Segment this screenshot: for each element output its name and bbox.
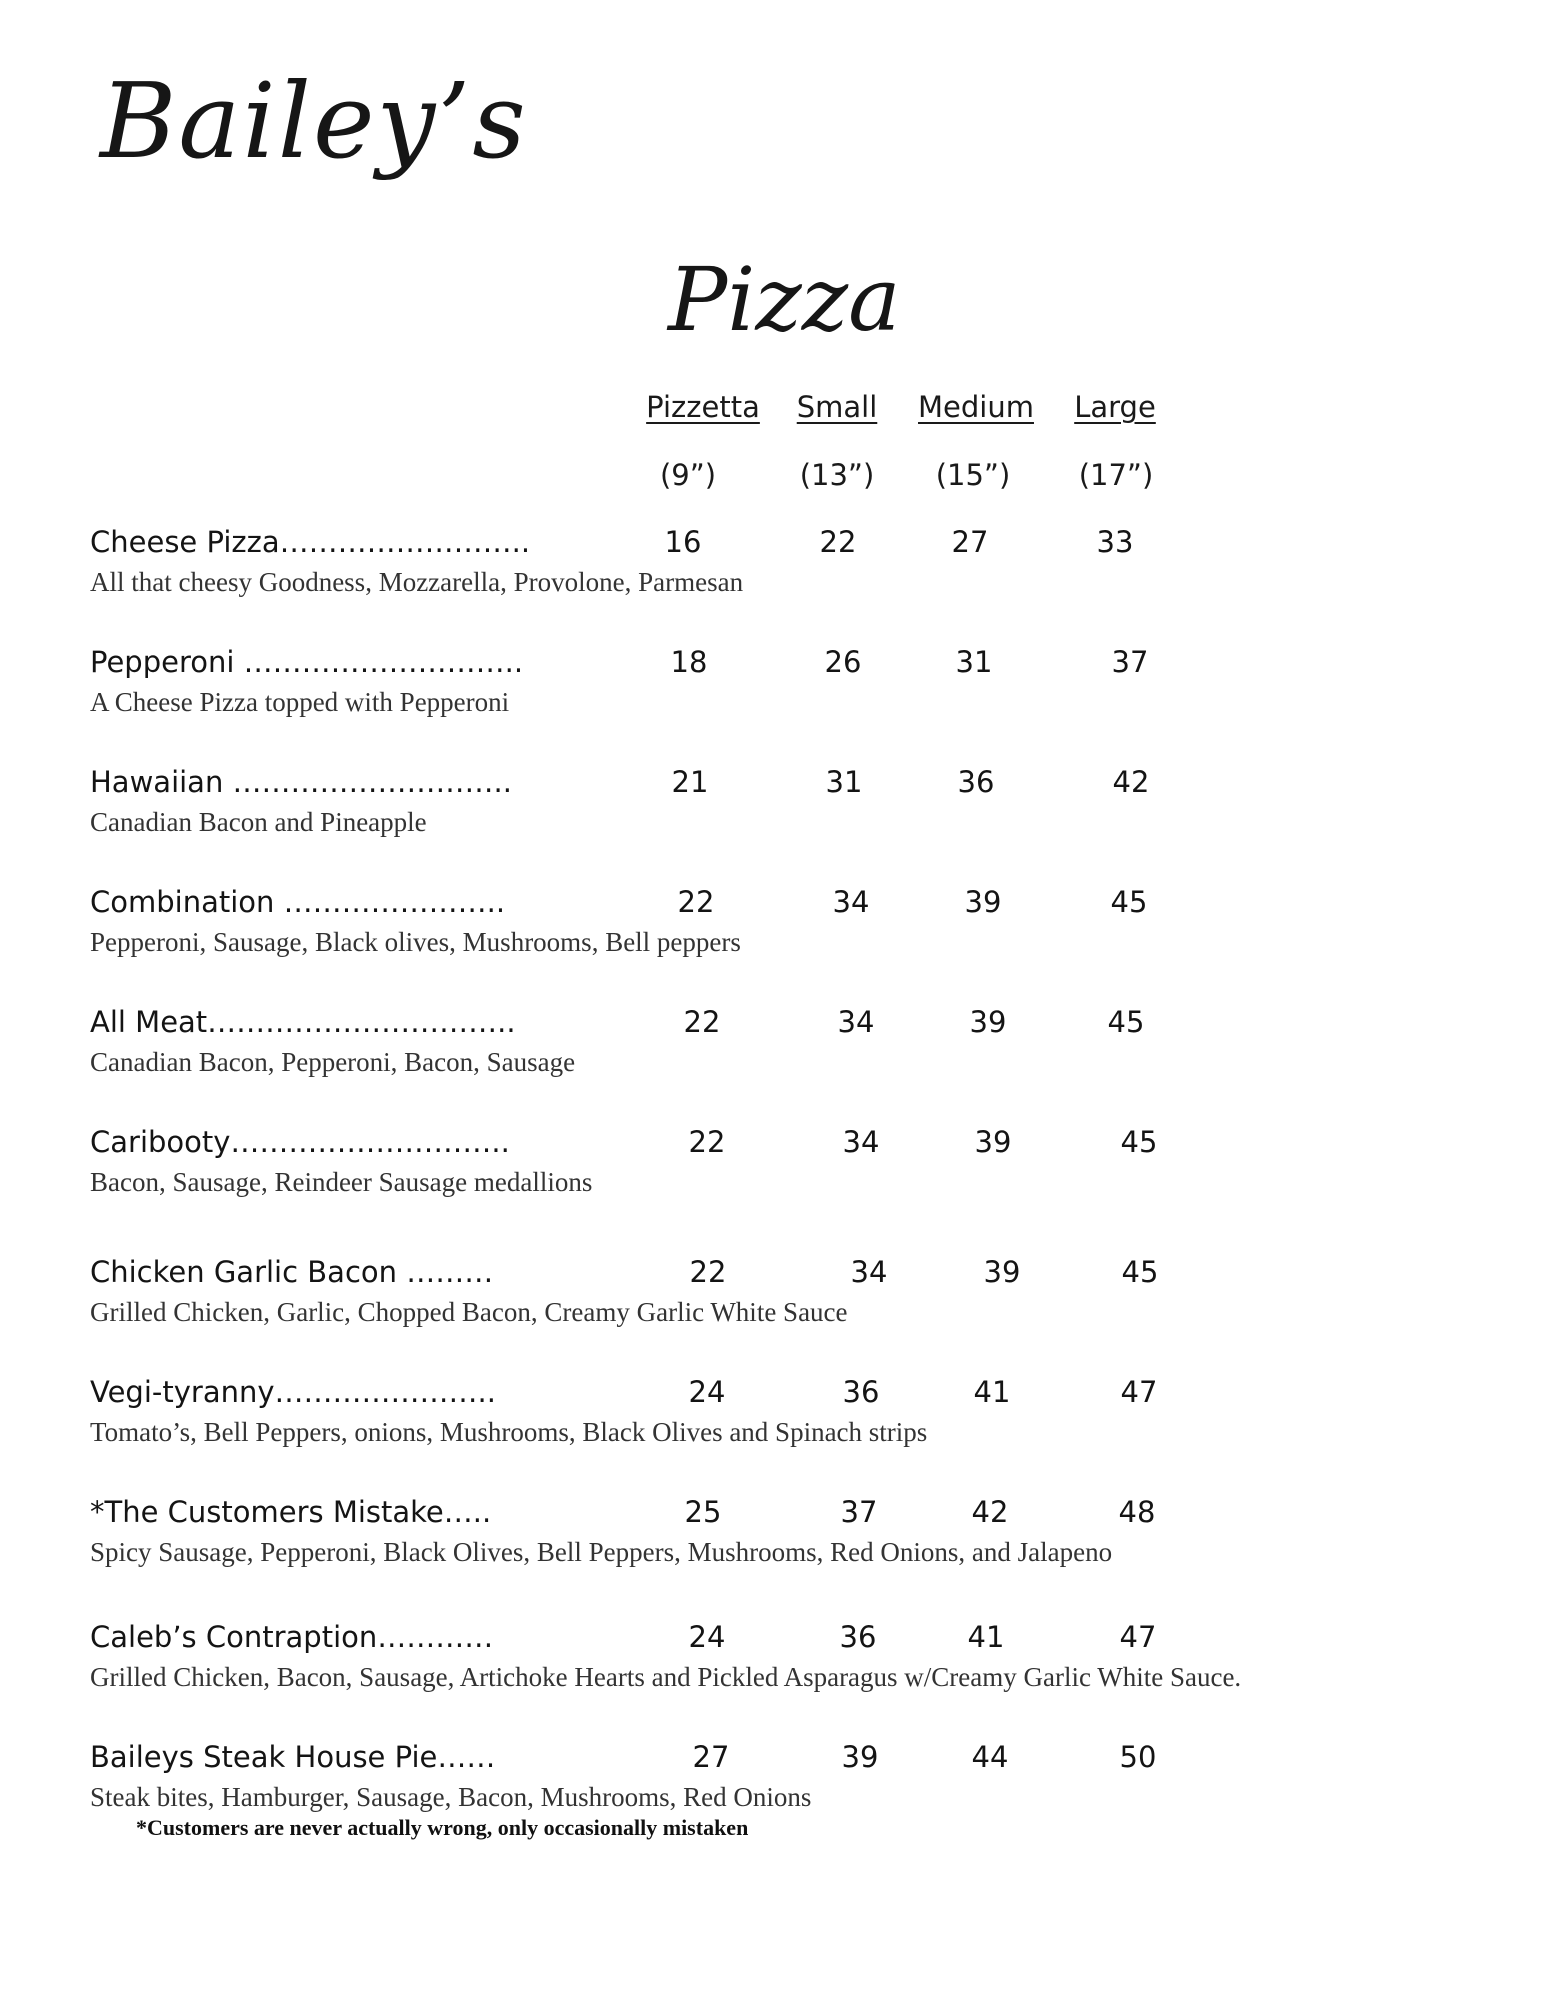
price-pizzetta: 22 — [688, 1125, 726, 1159]
price-small: 39 — [841, 1740, 879, 1774]
menu-item — [90, 645, 1510, 745]
price-medium: 31 — [955, 645, 993, 679]
item-name: Caleb’s Contraption………… — [90, 1620, 494, 1654]
size-header-small: Small — [796, 390, 878, 424]
price-medium: 36 — [957, 765, 995, 799]
menu-item — [90, 1495, 1510, 1595]
price-medium: 44 — [971, 1740, 1009, 1774]
price-large: 50 — [1119, 1740, 1157, 1774]
price-pizzetta: 22 — [683, 1005, 721, 1039]
price-small: 26 — [824, 645, 862, 679]
price-small: 22 — [819, 525, 857, 559]
item-description: Canadian Bacon, Pepperoni, Bacon, Sausage — [90, 1047, 576, 1077]
item-description: Pepperoni, Sausage, Black olives, Mushrooms, Bell peppers — [90, 927, 741, 957]
size-header-pizzetta: Pizzetta — [646, 390, 760, 424]
size-diameter-small: (13”) — [799, 458, 875, 492]
price-large: 47 — [1119, 1620, 1157, 1654]
menu-item — [90, 885, 1510, 985]
footnote: *Customers are never actually wrong, only occasionally mistaken — [136, 1815, 749, 1840]
price-small: 34 — [837, 1005, 875, 1039]
price-large: 45 — [1110, 885, 1148, 919]
price-pizzetta: 22 — [689, 1255, 727, 1289]
item-name: Pepperoni ……………………….. — [90, 645, 524, 679]
section-title: Pizza — [668, 248, 901, 351]
item-description: Canadian Bacon and Pineapple — [90, 807, 427, 837]
price-small: 36 — [842, 1375, 880, 1409]
menu-item — [90, 1125, 1510, 1225]
item-description: Bacon, Sausage, Reindeer Sausage medallions — [90, 1167, 593, 1197]
price-pizzetta: 27 — [692, 1740, 730, 1774]
price-medium: 42 — [971, 1495, 1009, 1529]
menu-item — [90, 1375, 1510, 1475]
price-pizzetta: 25 — [684, 1495, 722, 1529]
price-medium: 39 — [974, 1125, 1012, 1159]
price-medium: 39 — [969, 1005, 1007, 1039]
item-name: Hawaiian ……………………….. — [90, 765, 512, 799]
price-small: 36 — [839, 1620, 877, 1654]
price-large: 37 — [1111, 645, 1149, 679]
size-header-large: Large — [1074, 390, 1156, 424]
menu-item — [90, 525, 1510, 625]
price-medium: 39 — [983, 1255, 1021, 1289]
price-medium: 41 — [967, 1620, 1005, 1654]
item-name: All Meat………………………….. — [90, 1005, 516, 1039]
menu-item — [90, 1255, 1510, 1355]
price-large: 42 — [1112, 765, 1150, 799]
restaurant-logo: Bailey’s — [100, 60, 528, 182]
item-name: Cheese Pizza…………………….. — [90, 525, 531, 559]
item-description: All that cheesy Goodness, Mozzarella, Provolone, Parmesan — [90, 567, 744, 597]
price-large: 48 — [1118, 1495, 1156, 1529]
price-small: 34 — [842, 1125, 880, 1159]
price-medium: 39 — [964, 885, 1002, 919]
price-pizzetta: 22 — [677, 885, 715, 919]
price-pizzetta: 24 — [688, 1375, 726, 1409]
item-description: Grilled Chicken, Garlic, Chopped Bacon, Creamy Garlic White Sauce — [90, 1297, 848, 1327]
price-large: 45 — [1120, 1125, 1158, 1159]
size-diameter-medium: (15”) — [935, 458, 1011, 492]
price-pizzetta: 24 — [688, 1620, 726, 1654]
price-large: 45 — [1121, 1255, 1159, 1289]
price-pizzetta: 16 — [664, 525, 702, 559]
item-description: Grilled Chicken, Bacon, Sausage, Artichoke Hearts and Pickled Asparagus w/Creamy Garlic White Sauce. — [90, 1662, 1242, 1692]
item-name: Caribooty……………………….. — [90, 1125, 510, 1159]
item-name: Combination ………………….. — [90, 885, 506, 919]
price-pizzetta: 21 — [671, 765, 709, 799]
item-description: Steak bites, Hamburger, Sausage, Bacon, Mushrooms, Red Onions — [90, 1782, 812, 1812]
size-diameter-large: (17”) — [1078, 458, 1154, 492]
price-pizzetta: 18 — [670, 645, 708, 679]
price-medium: 27 — [951, 525, 989, 559]
price-large: 33 — [1096, 525, 1134, 559]
menu-item — [90, 1620, 1510, 1720]
size-header-medium: Medium — [918, 390, 1034, 424]
price-large: 47 — [1120, 1375, 1158, 1409]
item-description: Spicy Sausage, Pepperoni, Black Olives, Bell Peppers, Mushrooms, Red Onions, and Jalapeno — [90, 1537, 1113, 1567]
item-name: Vegi-tyranny………………….. — [90, 1375, 496, 1409]
price-small: 37 — [840, 1495, 878, 1529]
menu-item — [90, 1005, 1510, 1105]
price-small: 31 — [825, 765, 863, 799]
item-description: A Cheese Pizza topped with Pepperoni — [90, 687, 510, 717]
item-name: Baileys Steak House Pie…… — [90, 1740, 496, 1774]
price-small: 34 — [850, 1255, 888, 1289]
item-name: Chicken Garlic Bacon ……… — [90, 1255, 494, 1289]
price-large: 45 — [1107, 1005, 1145, 1039]
price-small: 34 — [832, 885, 870, 919]
price-medium: 41 — [973, 1375, 1011, 1409]
item-description: Tomato’s, Bell Peppers, onions, Mushrooms, Black Olives and Spinach strips — [90, 1417, 928, 1447]
item-name: *The Customers Mistake….. — [90, 1495, 492, 1529]
size-diameter-pizzetta: (9”) — [659, 458, 717, 492]
menu-item — [90, 765, 1510, 865]
